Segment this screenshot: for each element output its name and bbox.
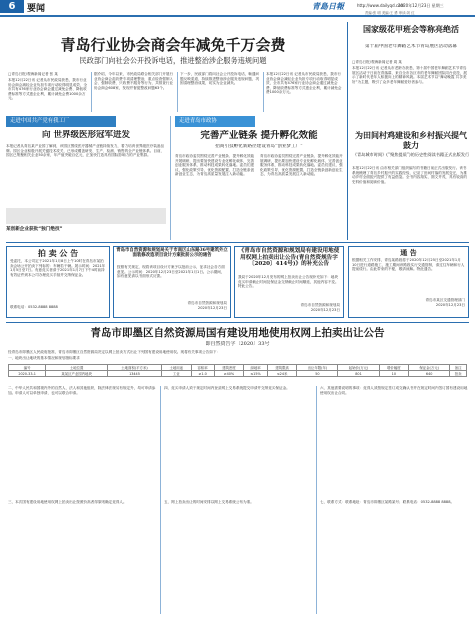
column-divider [316, 386, 317, 614]
table-header: 土地位置 [46, 365, 108, 371]
amend-title: 《青岛市自然资源和规划局有建设用地使用权网上拍卖出让公告(青自然资规告字〔2020〕414号)》的补充公告 [238, 248, 340, 268]
right-top-headline: 国家级花甲班会等称亮绝活 [363, 24, 459, 34]
right-mid-text: 本报12月22日讯 由市相关部门组织编写的书籍日前正式出版发行。该书系统梳理了青岛乡村振兴的实践经验，记录了田间村落的发展变迁，为推动乡村全面振兴提供了有益借鉴。全书内容翔实，图文并茂，具有较高的史料价值和阅读价值。 [352, 166, 467, 184]
table-header: 容积率 [191, 365, 214, 371]
column-band-left: 走进中国共产党有我工厂 [6, 116, 116, 127]
right-top-subhead: 第十届中国老年舞蹈艺术节青岛展区活动落幕 [365, 44, 457, 49]
planning-notice [113, 246, 231, 318]
right-top-byline: □青岛日报/观海新闻记者 周 某 [352, 60, 403, 64]
amend-signature: 青岛市自然资源和规划局 [300, 303, 340, 307]
table-cell: 工业 [161, 371, 191, 377]
bottom-paragraph: 七、联系方式：联系地址：青岛市即墨区某路某号；联系电话：0532-8888 8888。 [320, 500, 455, 504]
table-cell: ≥1.0 [191, 371, 214, 377]
table-cell: 2020-33-1 [9, 371, 46, 377]
left-story-caption: 某创新企业获批“独门绝技” [6, 227, 63, 232]
left-story-photo [6, 208, 166, 224]
middle-story-text-2: 青岛市政协委员围绕完善产业链条、提升孵化效能开展调研，提出要加快建设专业化孵化载体，完善创业服务体系，推动科技成果转化落地。委员们建议，强化政策引导，优化资源配置，打造全链条创新创业生态，为青岛高质量发展注入新动能。 [260, 154, 343, 177]
planning-text: 按照有关规定，现将该项目设计方案予以批前公示，征求社会各方面意见。公示时间：2020年12月23日至2021年1月1日。公示期间，如有意见请以书面形式反馈。 [117, 265, 225, 279]
planning-date: 2020年12月23日 [197, 305, 227, 310]
table-header: 绿地率 [244, 365, 268, 371]
table-header: 保证金(万元) [409, 365, 450, 371]
lead-subhead: 民政部门向社会公开投诉电话，推进整治涉企服务违规问题 [79, 56, 267, 65]
table-cell: ≤24米 [267, 371, 297, 377]
table-header: 土地用途 [161, 365, 191, 371]
amend-text: 我局于2020年12月发布的网上拍卖出让公告现补充如下：地块竞买申请截止时间及保证金交纳截止时间顺延，其他内容不变。特此公告。 [238, 275, 339, 289]
table-row [9, 371, 467, 377]
right-top-text: 本报12月22日讯 记者从市老龄办获悉，第十届中国老年舞蹈艺术节青岛展区活动于日前在青落幕，来自全市各区市的老年舞蹈团队同台竞技，展示了新时代老年人积极向上的精神风貌。本届艺术节以“舞动晚霞 共享美好”为主题，吸引了众多老年舞蹈爱好者参与。 [352, 66, 467, 84]
amend-notice [234, 246, 344, 318]
column-divider [160, 386, 161, 614]
table-header: 出让年限(年) [297, 365, 338, 371]
table-header: 备注 [450, 365, 467, 371]
table-header: 土地面积(平方米) [108, 365, 162, 371]
lead-headline: 青岛行业协会商会年减免千万会费 [60, 36, 286, 54]
auction-notice [6, 246, 110, 318]
section-title: 要闻 [27, 4, 46, 14]
left-story-text: 本报记者从青岛某产业园了解到，该园区围绕医疗器械产业链持续发力，着力培育世界级医疗装备品牌。园区企业积极开展关键技术攻关，已形成覆盖研发、生产、检测、销售的全产业链体系。目前，园区已集聚相关企业50余家，年产值突破百亿元，正加快打造具有国际影响力的产业集群。 [6, 144, 165, 158]
table-header: 建筑密度 [214, 365, 244, 371]
table-cell: 某某区产业园内地块 [46, 371, 108, 377]
traffic-date: 2020年12月23日 [435, 302, 465, 307]
section-rule [6, 242, 469, 243]
bottom-table-title: 一、地块出让地块的基本情况和规划指标要求 [8, 356, 80, 360]
bottom-paragraph: 六、其他需要说明的事项：竞得人须按规定签订成交确认书并在规定时间内签订国有建设用地使用权出让合同。 [320, 386, 468, 395]
traffic-text: 根据相关工作安排，青岛某路段将于2020年12月25日至2021年1月10日进行道路施工，施工期间该路段实行交通管制，请过往车辆和行人提前绕行。由此带来的不便，敬请谅解。特此通告。 [352, 258, 465, 272]
auction-text: 受委托，本公司定于2021年1月8日上午10时在青岛市某拍卖会场公开拍卖下列标的：车辆若干辆。展示时间：2021年1月5日至7日。有意竞买者请于2021年1月7日下午4时前持有效证件到本公司办理竞买手续并交纳保证金。 [10, 259, 106, 277]
bottom-paragraph: 四、竞买申请人须于规定时间内登录网上交易系统提交申请并交纳竞买保证金。 [164, 386, 290, 390]
section-divider [347, 22, 348, 240]
table-cell: ≥40% [214, 371, 244, 377]
bottom-paragraph: 五、网上拍卖出让的时间安排以网上交易系统公布为准。 [164, 500, 254, 504]
traffic-notice [348, 246, 469, 318]
auction-title: 拍 卖 公 告 [37, 248, 79, 258]
auction-contact: 联系电话：0532-8888 8888 [10, 305, 58, 309]
middle-story-text: 青岛市政协委员围绕完善产业链条、提升孵化效能开展调研，提出要加快建设专业化孵化载体，完善创业服务体系，推动科技成果转化落地。委员们建议，强化政策引导，优化资源配置，打造全链条创新创业生态，为青岛高质量发展注入新动能。 [175, 154, 255, 177]
column-divider [177, 72, 178, 112]
issue-date: 2020年12月23日 星期三 [398, 3, 444, 8]
left-story-headline: 向 世界级医形冠军进发 [42, 130, 130, 140]
lead-paragraph: 据介绍，今年以来，市民政局联合相关部门开展行业协会商会乱收费专项清理整治，重点检查强制入会、强制收费、只收费不服务等行为，共排查行业协会商会608家，发现并督促整改问题63个。 [94, 72, 174, 90]
table-header: 建筑限高 [267, 365, 297, 371]
table-cell: 拍卖 [450, 371, 467, 377]
page-number-tab: 6 [0, 0, 24, 13]
section-rule [6, 322, 469, 323]
table-cell: 50 [297, 371, 338, 377]
planning-title: 青岛市自然资源和规划局关于市南区山东路36号建筑外立面装修改造项目设计方案批前公示的通告 [116, 248, 228, 259]
column-divider [263, 72, 264, 112]
paper-logo: 青島日報 [312, 1, 344, 11]
table-cell: 801 [338, 371, 379, 377]
middle-story-headline: 完善产业链条 提升孵化效能 [200, 130, 318, 141]
bottom-intro: 经青岛市即墨区人民政府批准，青岛市即墨区自然资源局决定以网上拍卖方式出让下列国有建设用地使用权。现将有关事项公告如下： [8, 350, 221, 354]
table-header: 增价幅度 [379, 365, 409, 371]
column-divider [170, 116, 171, 240]
traffic-signature: 青岛市某区交通管理部门 [425, 298, 465, 302]
land-table [8, 364, 467, 377]
table-cell: 10 [379, 371, 409, 377]
column-band-middle: 走进青岛市政协 [175, 116, 255, 127]
middle-story-subhead: 招商引技孵化新路径建设青岛“创业梦工厂” [215, 144, 303, 149]
right-mid-subhead: 《青岛城市时间》(“聚焦提质”)的历史性阅读书籍正式出版发行 [352, 152, 470, 157]
column-divider [91, 72, 92, 112]
bottom-paragraph: 三、本次国有建设用地使用权网上拍卖出让按照价高者得原则确定竞得人。 [8, 500, 127, 504]
table-cell: 640 [409, 371, 450, 377]
table-cell: ≤15% [244, 371, 268, 377]
right-mid-headline: 为田间村鸡建设和乡村振兴提气鼓力 [355, 130, 467, 150]
planning-signature: 青岛市自然资源和规划局 [187, 301, 227, 305]
table-header: 起始价(万元) [338, 365, 379, 371]
bottom-subhead: 即自然资告字〔2020〕33号 [205, 341, 270, 347]
lead-paragraph: 本报12月22日讯 记者从市民政局获悉，我市行业协会商会减轻企业负担专项行动取得明显成效，全市共有476家行业协会商会通过减免会费、降低收费标准等方式惠企让利，累计减免会费1000余万元。 [8, 78, 88, 101]
bottom-paragraph: 二、中华人民共和国境内外的自然人、法人和其他组织，除法律法规另有规定外，均可申请参加。申请人可以单独申请，也可以联合申请。 [8, 386, 156, 395]
lead-byline: □青岛日报/观海新闻记者 张 某 [8, 72, 59, 76]
bottom-headline: 青岛市即墨区自然资源局国有建设用地使用权网上拍卖出让公告 [90, 327, 385, 339]
amend-date: 2020年12月23日 [310, 307, 340, 312]
lead-paragraph: 下一步，民政部门将向社会公开投诉电话，畅通问题反映渠道，持续推进整治涉企服务违规问题，巩固清理整治成果，切实为企业减负。 [180, 72, 260, 86]
traffic-title: 通 告 [400, 248, 417, 257]
table-cell: 13445 [108, 371, 162, 377]
lead-paragraph: 本报12月22日讯 记者从市民政局获悉，我市行业协会商会减轻企业负担专项行动取得明显成效，全市共有476家行业协会商会通过减免会费、降低收费标准等方式惠企让利，累计减免会费1000余万元。 [266, 72, 342, 95]
site-url[interactable]: http://www.dailyqd.com [357, 3, 405, 8]
masthead-rule [0, 15, 475, 17]
editor-line: 责编:张 明 美编:王 勇 审读:刘 红 [365, 11, 415, 15]
table-header: 编号 [9, 365, 46, 371]
